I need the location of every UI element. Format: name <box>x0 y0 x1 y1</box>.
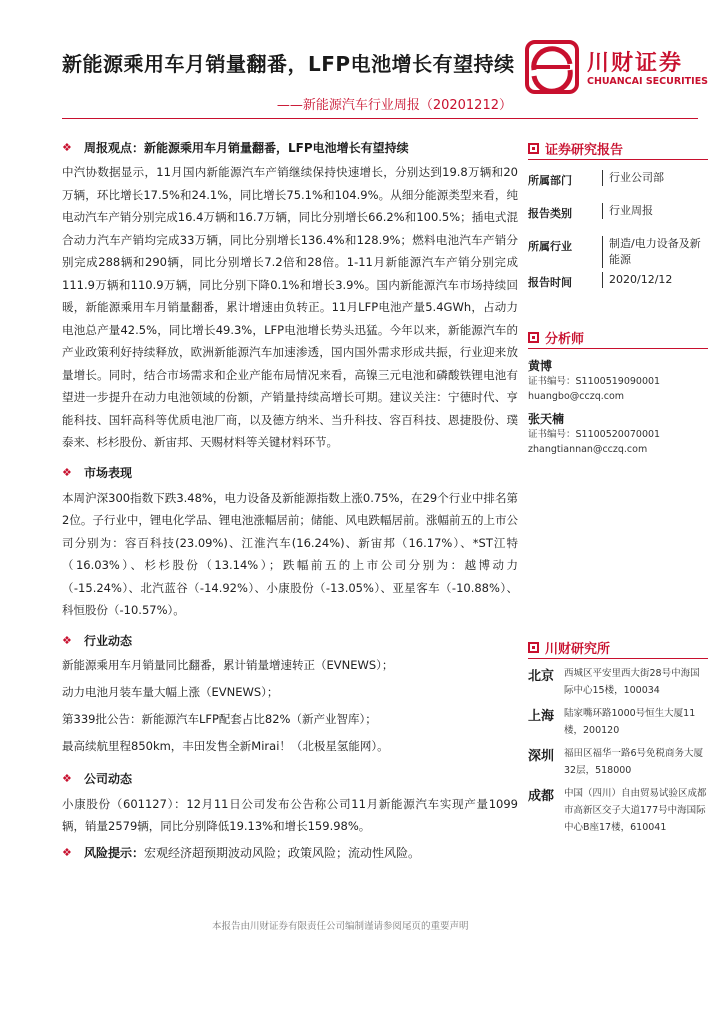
risk-text: 宏观经济超预期波动风险；政策风险；流动性风险。 <box>144 846 421 860</box>
office-city: 北京 <box>528 669 555 684</box>
office-city: 成都 <box>528 789 555 804</box>
analyst-email[interactable]: zhangtiannan@cczq.com <box>528 444 648 455</box>
analyst-heading <box>528 327 708 349</box>
section-company-body: 小康股份（601127）：12月11日公司发布公告称公司11月新能源汽车实现产量1099辆，销量2579辆，同比分别降低19.13%和增长159.98%。 <box>62 796 518 833</box>
page-title: 新能源乘用车月销量翻番，LFP电池增长有望持续 <box>62 52 515 76</box>
company-logo <box>525 40 709 96</box>
risk-warning <box>62 842 518 864</box>
info-row-department <box>528 166 708 199</box>
info-key: 报告时间 <box>528 276 572 289</box>
square-bullet-icon <box>528 332 539 343</box>
risk-label: 风险提示： <box>84 846 145 860</box>
info-value: 行业周报 <box>602 203 708 219</box>
office-address: 福田区福华一路6号免税商务大厦32层，518000 <box>564 748 704 776</box>
news-item: 第339批公告：新能源汽车LFP配套占比82%（新产业智库）； <box>62 711 377 726</box>
analyst-name: 张天楠 <box>528 412 565 426</box>
news-item: 新能源乘用车月销量同比翻番，累计销量增速转正（EVNEWS）； <box>62 657 394 672</box>
section-view-title: 周报观点：新能源乘用车月销量翻番，LFP电池增长有望持续 <box>84 140 409 155</box>
office-row-beijing <box>528 665 708 699</box>
info-row-date <box>528 268 708 301</box>
section-market-title: 市场表现 <box>84 466 133 480</box>
info-key: 报告类别 <box>528 207 572 220</box>
square-bullet-icon <box>528 143 539 154</box>
main-content <box>62 128 518 864</box>
office-heading <box>528 637 708 659</box>
analyst-email[interactable]: huangbo@cczq.com <box>528 391 625 402</box>
diamond-bullet-icon: ❖ <box>62 772 72 785</box>
info-value: 2020/12/12 <box>602 272 708 288</box>
info-row-category <box>528 199 708 232</box>
report-subtitle: ——新能源汽车行业周报（20201212） <box>276 98 512 113</box>
office-city: 上海 <box>528 709 555 724</box>
section-view-body: 中汽协数据显示，11月国内新能源汽车产销继续保持快速增长，分别达到19.8万辆和20万辆，环比增长17.5%和24.1%，同比增长75.1%和104.9%。从细分能源类型来看，纯电动汽车产销分别完成16.4万辆和16.7万辆，同比分别增长66.2%和100.5%；插电式混合动力汽车产销均完成33万辆，同比分别增长136.4%和128.9%；燃料电池汽车产销分别完成288辆和290辆，同比分别增长7.2倍和28倍。1-11月新能源汽车产销分别完成111.9万辆和110.9万辆，同比分别下降0.1%和增长3.9%。国内新能源汽车市场持续回暖，新能源乘用车月销量翻番，累计增速由负转正。11月LFP电池产量5.4GWh，占动力电池总产量42.5%，同比增长49.3%，LFP电池增长势头迅猛。今年以来，新能源汽车的产业政策利好持续释放，欧洲新能源汽车加速渗透，国内国外需求形成共振，行业迎来放量增长。同时，结合市场需求和企业产能布局情况来看，高镍三元电池和磷酸铁锂电池有望进一步提升在动力电池领域的份额，产销量持续高增长可期。建议关注：宁德时代、亨能科技、国轩高科等优质电池厂商，以及德方纳米、当升科技、容百科技、恩捷股份、璞泰来、杉杉股份、新宙邦、天赐材料等关键材料环节。 <box>62 165 518 449</box>
office-list <box>528 665 708 836</box>
office-row-chengdu <box>528 785 708 836</box>
office-row-shenzhen <box>528 745 708 779</box>
news-item: 动力电池月装车量大幅上涨（EVNEWS）； <box>62 684 279 699</box>
info-key: 所属行业 <box>528 240 572 253</box>
section-company-heading <box>62 768 518 790</box>
report-info-title: 证券研究报告 <box>545 143 624 158</box>
section-news-title: 行业动态 <box>84 634 133 648</box>
square-bullet-icon <box>528 642 539 653</box>
info-value: 行业公司部 <box>602 170 708 186</box>
info-row-industry <box>528 232 708 268</box>
office-address: 西城区平安里西大街28号中海国际中心15楼，100034 <box>564 668 700 696</box>
analyst-name: 黄博 <box>528 359 553 373</box>
diamond-bullet-icon: ❖ <box>62 846 72 859</box>
analyst-list <box>528 357 708 457</box>
diamond-bullet-icon: ❖ <box>62 634 72 647</box>
report-info-table <box>528 166 708 301</box>
disclaimer-footer: 本报告由川财证券有限责任公司编制谨请参阅尾页的重要声明 <box>212 921 469 932</box>
analyst-cert: 证书编号：S1100519090001 <box>528 376 661 387</box>
news-item: 最高续航里程850km，丰田发售全新Mirai！（北极星氢能网）。 <box>62 738 389 753</box>
diamond-bullet-icon: ❖ <box>62 466 72 479</box>
report-info-heading <box>528 138 708 160</box>
sidebar <box>528 138 708 836</box>
office-address: 中国（四川）自由贸易试验区成都市高新区交子大道177号中海国际中心B座17楼，610041 <box>564 788 707 833</box>
info-key: 所属部门 <box>528 174 572 187</box>
info-value: 制造/电力设备及新能源 <box>602 236 708 268</box>
office-address: 陆家嘴环路1000号恒生大厦11楼，200120 <box>564 708 696 736</box>
office-row-shanghai <box>528 705 708 739</box>
diamond-bullet-icon: ❖ <box>62 140 72 154</box>
section-market-body: 本周沪深300指数下跌3.48%，电力设备及新能源指数上涨0.75%，在29个行业中排名第2位。子行业中，锂电化学品、锂电池涨幅居前；储能、风电跌幅居前。涨幅前五的上市公司分别为：容百科技(23.09%)、江淮汽车(16.24%)、新宙邦（16.17%）、*ST江特（16.03%）、杉杉股份（13.14%）；跌幅前五的上市公司分别为：越博动力（-15.24%）、北汽蓝谷（-14.92%）、小康股份（-13.05%）、亚星客车（-10.88%）、科恒股份（-10.57%）。 <box>62 490 518 617</box>
analyst-title: 分析师 <box>545 332 585 347</box>
section-company-title: 公司动态 <box>84 772 133 786</box>
section-view-heading <box>62 136 518 158</box>
office-title: 川财研究所 <box>545 642 611 657</box>
header-divider <box>62 118 698 119</box>
logo-chinese-name: 川财证券 <box>587 51 684 76</box>
section-news-heading <box>62 630 518 652</box>
section-market-heading <box>62 462 518 484</box>
office-city: 深圳 <box>528 749 555 764</box>
logo-english-name: CHUANCAI SECURITIES <box>587 76 709 87</box>
logo-mark-icon <box>525 40 579 94</box>
analyst-cert: 证书编号：S1100520070001 <box>528 429 661 440</box>
